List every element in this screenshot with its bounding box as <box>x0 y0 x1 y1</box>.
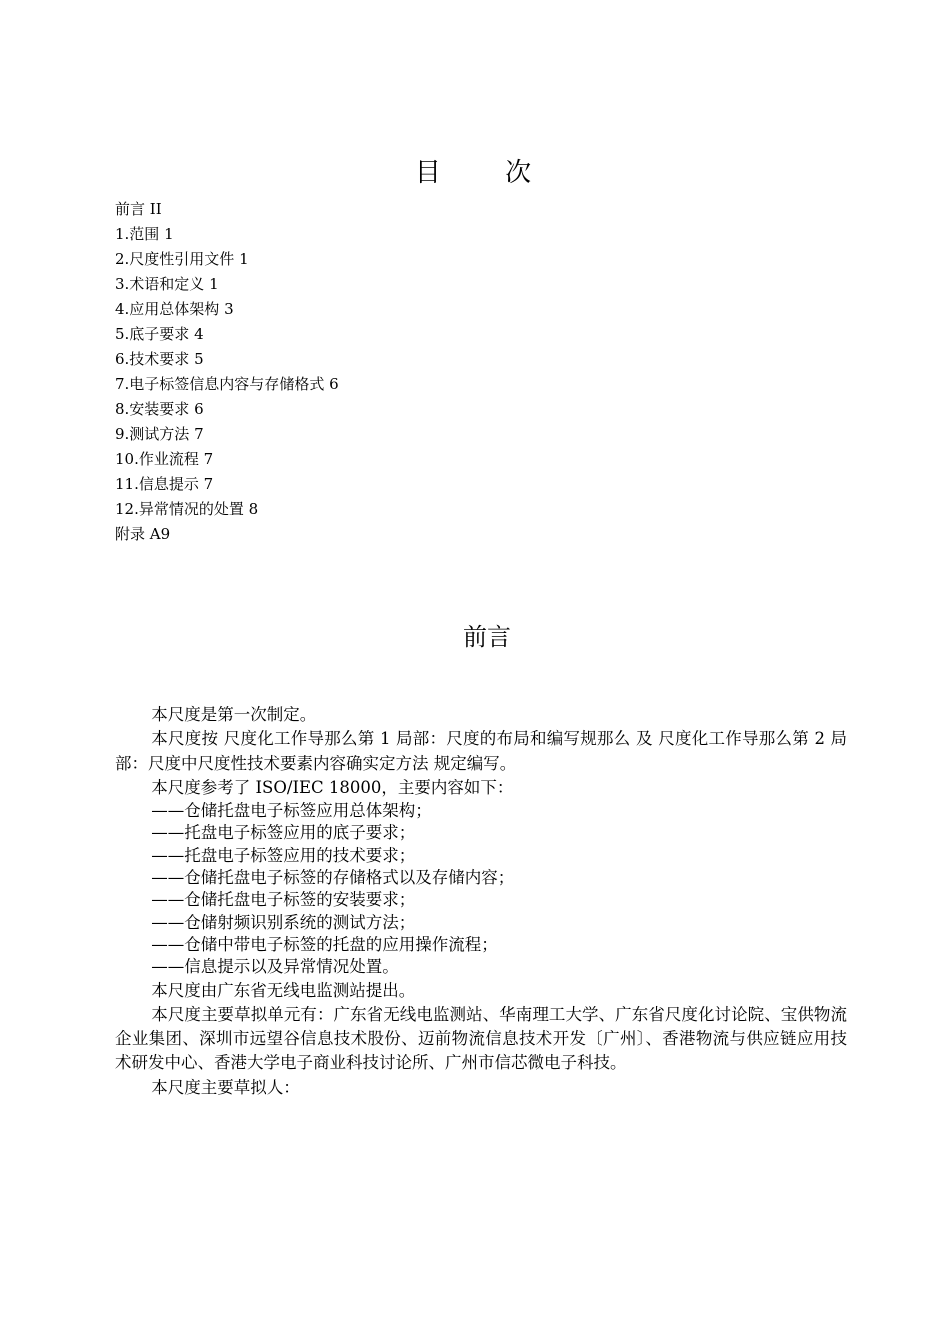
foreword-paragraph: 本尺度参考了 ISO/IEC 18000，主要内容如下： <box>151 777 514 797</box>
foreword-list-item: ——托盘电子标签应用的技术要求； <box>151 845 416 865</box>
toc-item: 12.异常情况的处置 8 <box>115 500 259 518</box>
foreword-list-item: ——仓储中带电子标签的托盘的应用操作流程； <box>151 934 498 954</box>
toc-item: 11.信息提示 7 <box>115 475 214 493</box>
foreword-list-item: ——仓储托盘电子标签的存储格式以及存储内容； <box>151 868 515 888</box>
foreword-paragraph: 本尺度按 尺度化工作导那么第 1 局部：尺度的布局和编写规那么 及 尺度化工作导那么第 2 局部：尺度中尺度性技术要素内容确实定方法 规定编写。 <box>115 729 847 773</box>
toc-item: 2.尺度性引用文件 1 <box>115 250 249 268</box>
foreword-paragraph: 本尺度主要草拟单元有：广东省无线电监测站、华南理工大学、广东省尺度化讨论院、宝供物流企业集团、深圳市远望谷信息技术股份、迈前物流信息技术开发〔广州〕、香港物流与供应链应用技术研发中心、香港大学电子商业科技讨论所、广州市信芯微电子科技。 <box>115 1004 847 1073</box>
toc-item: 3.术语和定义 1 <box>115 275 219 293</box>
toc-item: 9.测试方法 7 <box>115 425 204 443</box>
foreword-paragraph: 本尺度主要草拟人： <box>151 1077 300 1097</box>
foreword-title: 前言 <box>463 623 511 651</box>
foreword-list-item: ——仓储托盘电子标签应用总体架构； <box>151 801 432 821</box>
toc-item: 10.作业流程 7 <box>115 450 214 468</box>
foreword-body <box>115 703 847 1100</box>
foreword-list-item: ——信息提示以及异常情况处置。 <box>151 957 399 977</box>
toc-item: 5.底子要求 4 <box>115 325 204 343</box>
toc-item: 7.电子标签信息内容与存储格式 6 <box>115 375 339 393</box>
foreword-list-item: ——仓储射频识别系统的测试方法； <box>151 912 416 932</box>
toc-list <box>115 197 715 547</box>
toc-item: 前言 II <box>115 200 162 218</box>
foreword-list-item: ——托盘电子标签应用的底子要求； <box>151 823 416 843</box>
toc-item: 附录 A9 <box>115 525 171 543</box>
toc-item: 6.技术要求 5 <box>115 350 204 368</box>
foreword-paragraph: 本尺度是第一次制定。 <box>151 705 317 724</box>
foreword-list-item: ——仓储托盘电子标签的安装要求； <box>151 890 416 910</box>
toc-item: 4.应用总体架构 3 <box>115 300 234 318</box>
toc-title: 目 次 <box>414 158 560 188</box>
toc-item: 1.范围 1 <box>115 225 174 243</box>
toc-item: 8.安装要求 6 <box>115 400 204 418</box>
foreword-paragraph: 本尺度由广东省无线电监测站提出。 <box>151 980 416 1000</box>
